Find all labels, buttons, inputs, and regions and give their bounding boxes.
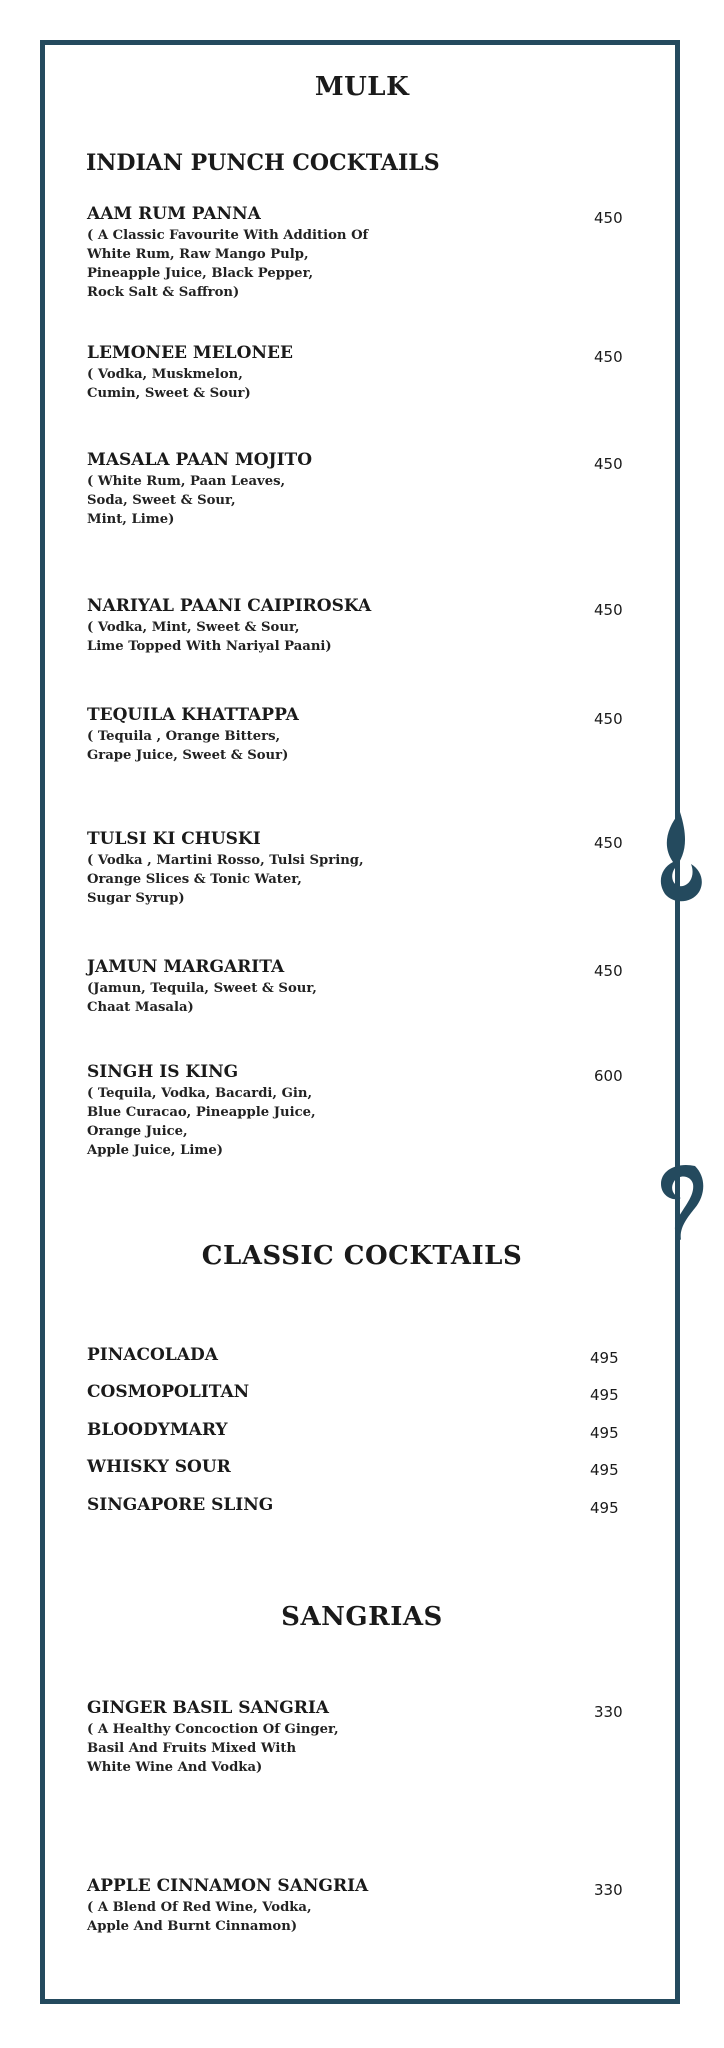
menu-item (87, 956, 647, 1017)
menu-item (87, 704, 647, 765)
item-name: SINGH IS KING (87, 1062, 239, 1082)
item-description: ( A Classic Favourite With Addition Of White Rum, Raw Mango Pulp, Pineapple Juice, Black Pepper, Rock Salt & Saffron) (87, 228, 369, 300)
item-price: 450 (594, 601, 623, 619)
item-price: 330 (594, 1703, 623, 1721)
section-title-classic: CLASSIC COCKTAILS (201, 1241, 523, 1271)
menu-item-name: PINACOLADA (87, 1345, 218, 1365)
item-price: 495 (590, 1424, 619, 1442)
item-name: NARIYAL PAANI CAIPIROSKA (87, 596, 372, 616)
item-price: 330 (594, 1881, 623, 1899)
item-name: GINGER BASIL SANGRIA (87, 1698, 329, 1718)
item-price: 450 (594, 962, 623, 980)
item-price: 450 (594, 348, 623, 366)
menu-item (87, 828, 647, 908)
section-title-indian-punch: INDIAN PUNCH COCKTAILS (86, 150, 440, 176)
item-description: ( A Healthy Concoction Of Ginger, Basil And Fruits Mixed With White Wine And Vodka) (87, 1722, 339, 1775)
item-name: APPLE CINNAMON SANGRIA (87, 1876, 369, 1896)
item-price: 495 (590, 1349, 619, 1367)
item-description: ( Vodka, Muskmelon, Cumin, Sweet & Sour) (87, 367, 251, 401)
flame-swirl-icon (655, 810, 705, 905)
menu-item (87, 449, 647, 529)
menu-item (87, 342, 647, 403)
item-price: 450 (594, 834, 623, 852)
item-name: JAMUN MARGARITA (87, 957, 285, 977)
item-description: ( Vodka, Mint, Sweet & Sour, Lime Topped With Nariyal Paani) (87, 620, 332, 654)
item-description: ( Vodka , Martini Rosso, Tulsi Spring, Orange Slices & Tonic Water, Sugar Syrup) (87, 853, 364, 906)
menu-item-name: BLOODYMARY (87, 1420, 228, 1440)
menu-item-name: WHISKY SOUR (87, 1457, 231, 1477)
item-name: TULSI KI CHUSKI (87, 829, 261, 849)
restaurant-name: MULK (314, 72, 410, 102)
item-description: ( Tequila, Vodka, Bacardi, Gin, Blue Curacao, Pineapple Juice, Orange Juice, Apple Juice, Lime) (87, 1086, 316, 1158)
menu-item (87, 595, 647, 656)
item-description: ( White Rum, Paan Leaves, Soda, Sweet & Sour, Mint, Lime) (87, 474, 286, 527)
menu-item (87, 1697, 647, 1777)
item-price: 450 (594, 209, 623, 227)
menu-item (87, 1875, 647, 1936)
menu-item-name: COSMOPOLITAN (87, 1382, 250, 1402)
item-name: LEMONEE MELONEE (87, 343, 293, 363)
menu-item-name: SINGAPORE SLING (87, 1495, 274, 1515)
item-price: 450 (594, 710, 623, 728)
item-description: (Jamun, Tequila, Sweet & Sour, Chaat Masala) (87, 981, 317, 1015)
section-title-sangrias: SANGRIAS (281, 1602, 443, 1632)
item-price: 495 (590, 1461, 619, 1479)
item-description: ( A Blend Of Red Wine, Vodka, Apple And Burnt Cinnamon) (87, 1900, 312, 1934)
item-name: AAM RUM PANNA (87, 204, 261, 224)
item-price: 495 (590, 1386, 619, 1404)
flame-swirl-icon (655, 1162, 705, 1242)
item-name: MASALA PAAN MOJITO (87, 450, 313, 470)
menu-item (87, 1061, 647, 1160)
item-price: 600 (594, 1067, 623, 1085)
item-price: 495 (590, 1499, 619, 1517)
menu-item (87, 203, 647, 302)
item-description: ( Tequila , Orange Bitters, Grape Juice, Sweet & Sour) (87, 729, 289, 763)
item-name: TEQUILA KHATTAPPA (87, 705, 299, 725)
item-price: 450 (594, 455, 623, 473)
